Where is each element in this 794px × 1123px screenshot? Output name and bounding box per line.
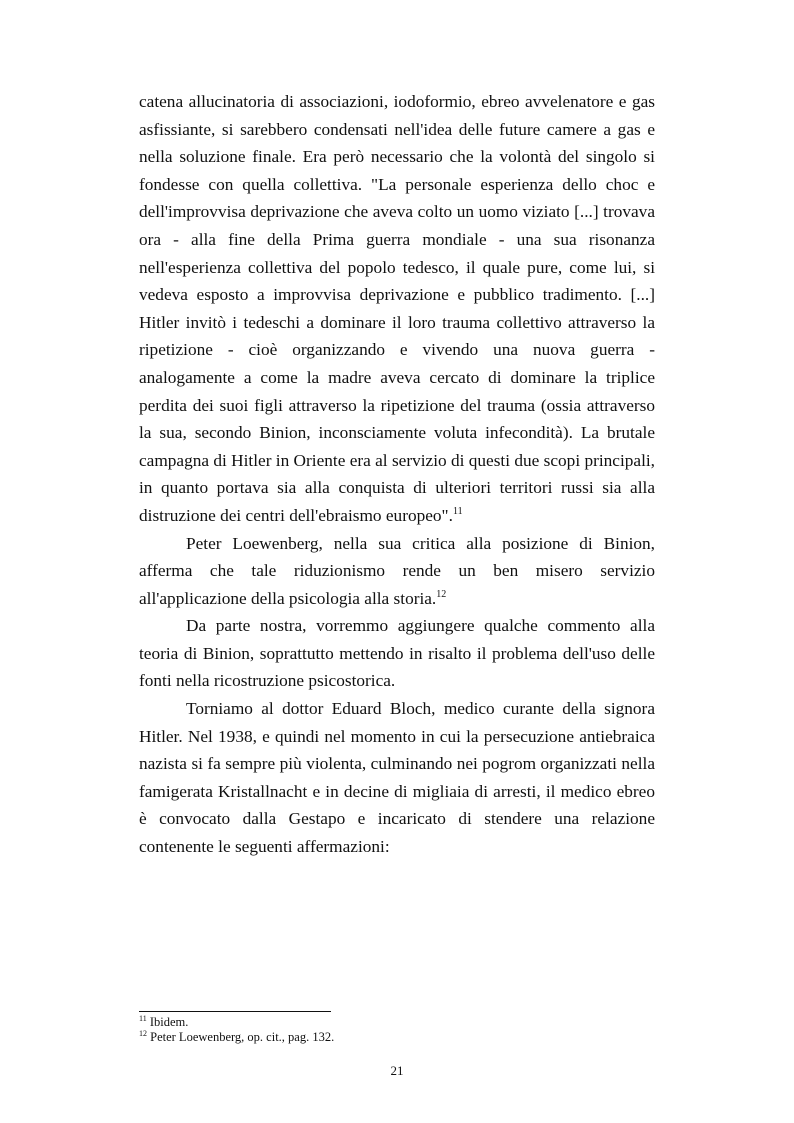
paragraph-3-text: Da parte nostra, vorremmo aggiungere qualche commento alla teoria di Binion, soprattutto mettendo in risalto il problema dell'uso delle fonti nella ricostruzione psicostorica. [139,616,655,691]
footnote-12 [139,1030,655,1045]
footnote-ref-11[interactable]: 11 [452,505,463,517]
footnotes [139,1015,655,1044]
footnote-11 [139,1015,655,1030]
footnote-number: 11 [139,1014,147,1023]
paragraph-2 [139,530,655,613]
paragraph-4-text: Torniamo al dottor Eduard Bloch, medico curante della signora Hitler. Nel 1938, e quindi nel momento in cui la persecuzione antiebraica nazista si fa sempre più violenta, culminando nei pogrom organizzati nella famigerata Kristallnacht e in decine di migliaia di arresti, il medico ebreo è convocato dalla Gestapo e incaricato di stendere una relazione contenente le seguenti affermazioni: [139,699,655,857]
footnote-number: 12 [139,1028,147,1038]
footnote-divider [139,1011,331,1012]
paragraph-2-text: Peter Loewenberg, nella sua critica alla posizione di Binion, afferma che tale riduzionismo rende un ben misero servizio all'applicazione della psicologia alla storia. [139,533,655,608]
paragraph-3 [139,612,655,695]
paragraph-1 [139,88,655,530]
footnote-ref-12[interactable]: 12 [436,588,447,600]
paragraph-1-text: catena allucinatoria di associazioni, iodoformio, ebreo avvelenatore e gas asfissiante, si sarebbero condensati nell'idea delle future camere a gas e nella soluzione finale. Era però necessario che la volontà del singolo si fondesse con quella collettiva. "La personale esperienza dello choc e dell'improvvisa deprivazione che aveva colto un uomo viziato [...] trovava ora - alla fine della Prima guerra mondiale - una sua risonanza nell'esperienza collettiva del popolo tedesco, il quale pure, come lui, si vedeva esposto a improvvisa deprivazione e pubblico tradimento. [...] Hitler invitò i tedeschi a dominare il loro trauma collettivo attraverso la ripetizione - cioè organizzando e vivendo una nuova guerra - analogamente a come la madre aveva cercato di dominare la triplice perdita dei suoi figli attraverso la ripetizione del trauma (ossia attraverso la sua, secondo Binion, inconsciamente voluta infecondità). La brutale campagna di Hitler in Oriente era al servizio di questi due scopi principali, in quanto portava sia alla conquista di ulteriori territori russi sia alla distruzione dei centri dell'ebraismo europeo". [139,92,655,525]
main-text [139,88,655,861]
page-number: 21 [390,1063,404,1078]
footnote-text: Peter Loewenberg, op. cit., pag. 132. [150,1029,335,1044]
paragraph-4 [139,695,655,861]
footnote-text: Ibidem. [149,1015,189,1029]
